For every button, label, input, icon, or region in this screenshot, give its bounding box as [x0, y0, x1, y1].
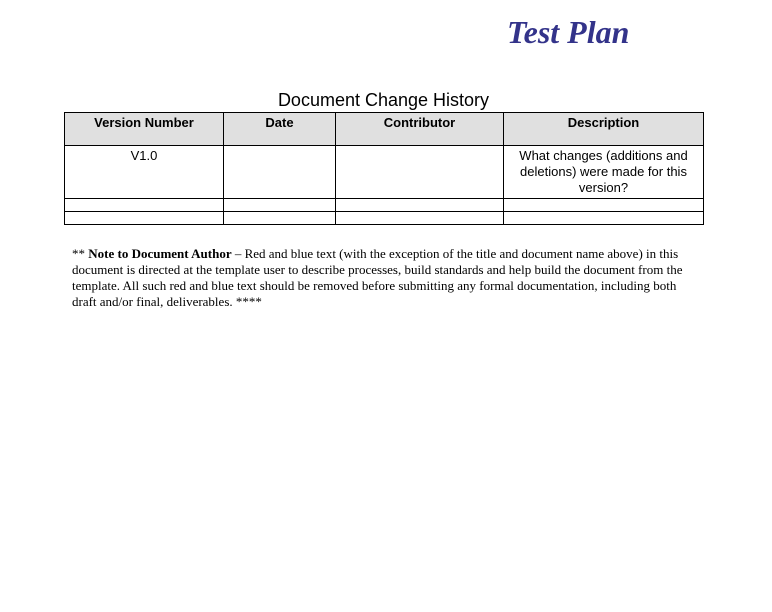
table-row [65, 212, 704, 225]
cell-description[interactable] [504, 212, 704, 225]
cell-version[interactable]: V1.0 [65, 146, 224, 199]
change-history-heading: Document Change History [277, 90, 490, 110]
table-header-row [65, 113, 704, 146]
column-header-version: Version Number [65, 113, 224, 146]
cell-date[interactable] [224, 146, 336, 199]
table-row [65, 146, 704, 199]
cell-date[interactable] [224, 199, 336, 212]
change-history-table [64, 112, 704, 225]
cell-description[interactable]: What changes (additions and deletions) were made for this version? [504, 146, 704, 199]
column-header-contributor: Contributor [336, 113, 504, 146]
note-prefix: ** [72, 246, 89, 261]
cell-version[interactable] [65, 212, 224, 225]
cell-contributor[interactable] [336, 146, 504, 199]
cell-date[interactable] [224, 212, 336, 225]
column-header-description: Description [504, 113, 704, 146]
author-note [72, 246, 692, 310]
cell-contributor[interactable] [336, 199, 504, 212]
note-label: Note to Document Author [88, 246, 232, 261]
document-title: Test Plan [507, 14, 630, 50]
note-text: – Red and blue text (with the exception of the title and document name above) in this document is directed at the template user to describe processes, build standards and help build the document from the template. All such red and blue text should be removed before submitting any formal documentation, including both draft and/or final, deliverables. **** [72, 246, 683, 309]
column-header-date: Date [224, 113, 336, 146]
table-row [65, 199, 704, 212]
cell-version[interactable] [65, 199, 224, 212]
cell-contributor[interactable] [336, 212, 504, 225]
cell-description[interactable] [504, 199, 704, 212]
